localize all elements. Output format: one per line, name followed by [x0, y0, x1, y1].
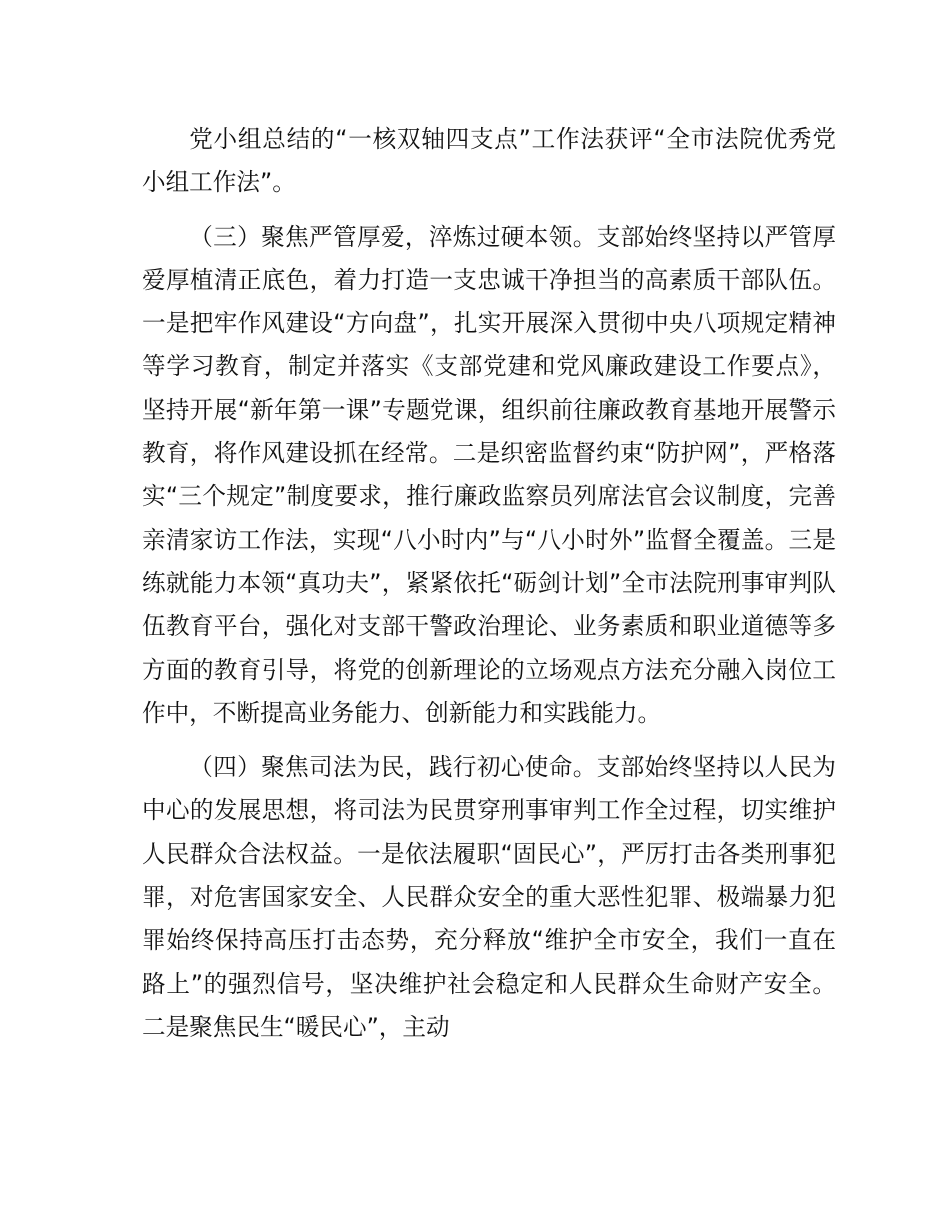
paragraph-section-four: （四）聚焦司法为民，践行初心使命。支部始终坚持以人民为中心的发展思想，将司法为民贯穿刑事审判工作全过程，切实维护人民群众合法权益。一是依法履职“固民心”，严厉打击各类刑事犯罪，对危害国家安全、人民群众安全的重大恶性犯罪、极端暴力犯罪始终保持高压打击态势，充分释放“维护全市安全，我们一直在路上”的强烈信号，坚决维护社会稳定和人民群众生命财产安全。二是聚焦民生“暖民心”，主动: [142, 753, 836, 1041]
paragraph-section-three: （三）聚焦严管厚爱，淬炼过硬本领。支部始终坚持以严管厚爱厚植清正底色，着力打造一支忠诚干净担当的高素质干部队伍。一是把牢作风建设“方向盘”，扎实开展深入贯彻中央八项规定精神等学习教育，制定并落实《支部党建和党风廉政建设工作要点》，坚持开展“新年第一课”专题党课，组织前往廉政教育基地开展警示教育，将作风建设抓在经常。二是织密监督约束“防护网”，严格落实“三个规定”制度要求，推行廉政监察员列席法官会议制度，完善亲清家访工作法，实现“八小时内”与“八小时外”监督全覆盖。三是练就能力本领“真功夫”，紧紧依托“砺剑计划”全市法院刑事审判队伍教育平台，强化对支部干警政治理论、业务素质和职业道德等多方面的教育引导，将党的创新理论的立场观点方法充分融入岗位工作中，不断提高业务能力、创新能力和实践能力。: [142, 222, 836, 727]
paragraph-party-group-method: 党小组总结的“一核双轴四支点”工作法获评“全市法院优秀党小组工作法”。: [142, 125, 836, 197]
document-body: [142, 118, 836, 1049]
